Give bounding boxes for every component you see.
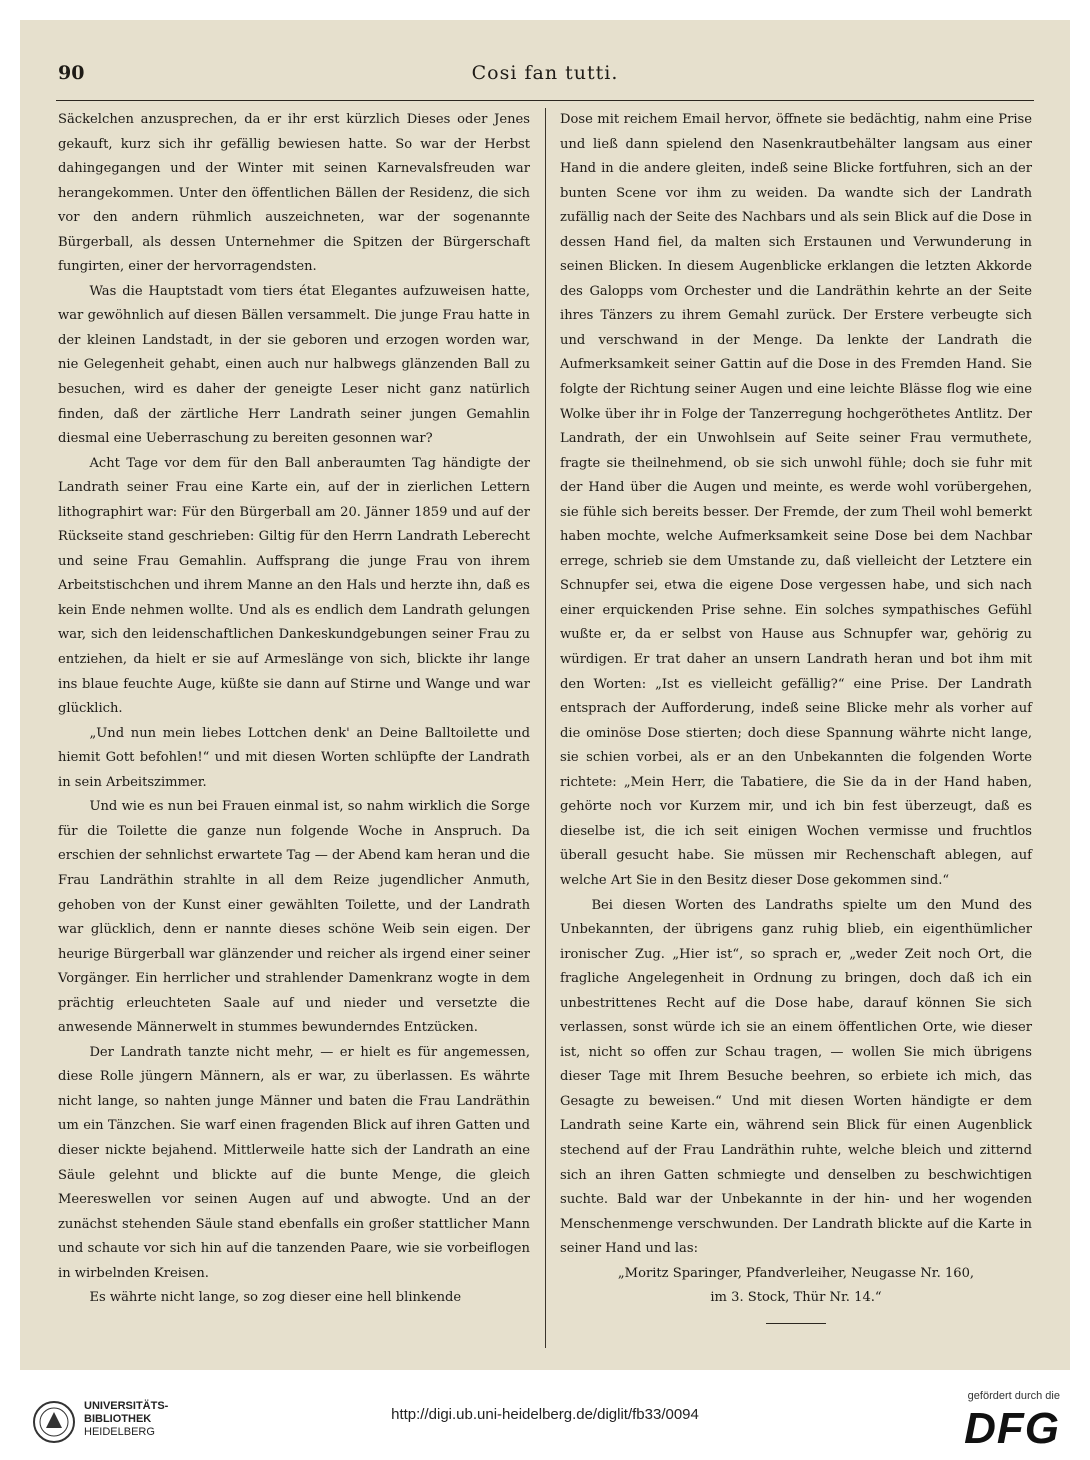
paragraph: Der Landrath tanzte nicht mehr, — er hielt es für angemessen, diese Rolle jüngern Männern, als er war, zu überlassen. Es währte nicht lange, so nahten junge Männer und baten die Frau Landräthin um ein Tänzchen. Sie warf einen fragenden Blick auf ihren Gatten und dieser nickte bejahend. Mittlerweile hatte sich der Landrath an eine Säule gelehnt und blickte auf die bunte Menge, die gleich Meereswellen vor seinen Augen auf und abwogte. Und an der zunächst stehenden Säule stand ebenfalls ein großer stattlicher Mann und schaute vor sich hin auf die tanzenden Paare, wie sie vorbeiflogen in wirbelnden Kreisen. — [58, 1044, 530, 1281]
running-title: Cosi fan tutti. — [471, 62, 619, 84]
page-header — [56, 60, 1034, 101]
paragraph: Bei diesen Worten des Landraths spielte um den Mund des Unbekannten, der übrigens ganz ruhig blieb, ein eigenthümlicher ironischer Zug. „Hier ist“, so sprach er, „weder Zeit noch Ort, die fragliche Angelegenheit in Ordnung zu bringen, doch daß ich ein unbestrittenes Recht auf die Dose habe, darauf können Sie sich verlassen, sonst würde ich sie an einem öffentlichen Orte, wie dieser ist, nicht so offen zur Schau tragen, — wollen Sie mich übrigens dieser Tage mit Ihrem Besuche beehren, so erbiete ich mich, das Gesagte zu beweisen.“ Und mit diesen Worten händigte er dem Landrath seine Karte ein, während sein Blick für einen Augenblick stechend auf der Frau Landräthin ruhte, welche bleich und zitternd sich an ihren Gatten schmiegte und denselben zu beschwichtigen suchte. Bald war der Unbekannte in der hin- und her wogenden Menschenmenge verschwunden. Der Landrath blickte auf die Karte in seiner Hand und las: — [560, 897, 1032, 1257]
paragraph: Und wie es nun bei Frauen einmal ist, so nahm wirklich die Sorge für die Toilette die ganze nun folgende Woche in Anspruch. Da erschien der sehnlichst erwartete Tag — der Abend kam heran und die Frau Landräthin strahlte in all dem Reize jugendlicher Anmuth, gehoben von der Kunst einer gewählten Toilette, und der Landrath war glücklich, denn er nannte dieses schöne Weib sein eigen. Der heurige Bürgerball war glänzender und reicher als irgend einer seiner Vorgänger. Ein herrlicher und strahlender Damenkranz wogte in dem prächtig erleuchteten Saale auf und nieder und versetzte die anwesende Männerwelt in stummes bewunderndes Entzücken. — [58, 799, 530, 1036]
institution-line: HEIDELBERG — [84, 1426, 155, 1438]
page-number: 90 — [58, 62, 85, 84]
paragraph: Es währte nicht lange, so zog dieser eine hell blinkende — [89, 1290, 462, 1306]
paragraph: Was die Hauptstadt vom tiers état Elegantes aufzuweisen hatte, war gewöhnlich auf diesen Bällen versammelt. Die junge Frau hatte in der kleinen Landstadt, in der sie geboren und erzogen worden war, nie Gelegenheit gehabt, einen auch nur halbwegs glänzenden Ball zu besuchen, wird es daher der geneigte Leser nicht ganz natürlich finden, daß der zärtliche Herr Landrath seiner jungen Gemahlin diesmal eine Ueberraschung zu bereiten gesonnen war? — [58, 283, 530, 447]
institution-line: BIBLIOTHEK — [84, 1413, 152, 1425]
dfg-logo: DFG — [964, 1404, 1060, 1453]
scanned-page — [20, 20, 1070, 1370]
paragraph: im 3. Stock, Thür Nr. 14.“ — [710, 1290, 882, 1306]
end-rule — [766, 1323, 826, 1324]
funded-by-label: gefördert durch die — [967, 1390, 1060, 1402]
institution-line: UNIVERSITÄTS- — [84, 1400, 169, 1412]
right-text-column — [560, 108, 1032, 1324]
left-text-column — [58, 108, 530, 1311]
paragraph: „Moritz Sparinger, Pfandverleiher, Neugasse Nr. 160, — [617, 1265, 975, 1281]
footer-bar — [0, 1370, 1090, 1460]
source-url-link[interactable]: http://digi.ub.uni-heidelberg.de/diglit/fb33/0094 — [391, 1406, 699, 1423]
paragraph: „Und nun mein liebes Lottchen denk' an Deine Balltoilette und hiemit Gott befohlen!“ und mit diesen Worten schlüpfte der Landrath in sein Arbeitszimmer. — [58, 725, 530, 790]
paragraph: Dose mit reichem Email hervor, öffnete sie bedächtig, nahm eine Prise und ließ dann spielend den Nasenkrautbehälter langsam aus einer Hand in die andere gleiten, indeß seine Blicke fortfuhren, sich an der bunten Scene vor ihm zu weiden. Da wandte sich der Landrath zufällig nach der Seite des Nachbars und als sein Blick auf die Dose in dessen Hand fiel, da malten sich Erstaunen und Verwunderung in seinen Blicken. In diesem Augenblicke erklangen die letzten Akkorde des Galopps vom Orchester und die Landräthin kehrte an der Seite ihres Tänzers zu ihrem Gemahl zurück. Der Erstere verbeugte sich und verschwand in der Menge. Da lenkte der Landrath die Aufmerksamkeit seiner Gattin auf die Dose in des Fremden Hand. Sie folgte der Richtung seiner Augen und eine leichte Blässe flog wie eine Wolke über ihr in Folge der Tanzerregung hochgeröthetes Antlitz. Der Landrath, der ein Unwohlsein auf Seite seiner Frau vermuthete, fragte sie theilnehmend, ob sie sich unwohl fühle; doch sie fuhr mit der Hand über die Augen und meinte, es werde wohl vorübergehen, sie fühle sich bereits besser. Der Fremde, der zum Theil wohl bemerkt haben mochte, welche Aufmerksamkeit seine Dose bei dem Nachbar errege, schrieb sie dem Umstande zu, daß vielleicht der Letztere ein Schnupfer sei, etwa die eigene Dose vergessen habe, und sich nach einer erquickenden Prise sehne. Ein solches sympathisches Gefühl wußte er, da er selbst von Hause aus Schnupfer war, gehörig zu würdigen. Er trat daher an unsern Landrath heran und bot ihm mit den Worten: „Ist es vielleicht gefällig?“ eine Prise. Der Landrath entsprach der Aufforderung, indeß seine Blicke mehr als vorher auf die ominöse Dose stierten; doch diese Spannung währte nicht lange, sie schien vorbei, als er an den Unbekannten die folgenden Worte richtete: „Mein Herr, die Tabatiere, die Sie da in der Hand haben, gehörte noch vor Kurzem mir, und ich bin fest überzeugt, daß es dieselbe ist, die ich seit einigen Wochen vermisse und fruchtlos überall gesucht habe. Sie müssen mir Rechenschaft ablegen, auf welche Art Sie in den Besitz dieser Dose gekommen sind.“ — [560, 112, 1032, 888]
paragraph: Säckelchen anzusprechen, da er ihr erst kürzlich Dieses oder Jenes gekauft, kurz sich ihr gefällig bewiesen hatte. So war der Herbst dahingegangen und der Winter mit seinen Karnevalsfreuden war herangekommen. Unter den öffentlichen Bällen der Residenz, die sich vor den andern rühmlich auszeichneten, war der sogenannte Bürgerball, als dessen Unternehmer die Spitzen der Bürgerschaft fungirten, einer der hervorragendsten. — [58, 112, 530, 275]
column-divider — [545, 108, 546, 1348]
paragraph: Acht Tage vor dem für den Ball anberaumten Tag händigte der Landrath seiner Frau eine Karte ein, auf der in zierlichen Lettern lithographirt war: Für den Bürgerball am 20. Jänner 1859 und auf der Rückseite stand geschrieben: Giltig für den Herrn Landrath Leberecht und seine Frau Gemahlin. Auffsprang die junge Frau von ihrem Arbeitstischchen und ihrem Manne an den Hals und herzte ihn, daß es kein Ende nehmen wollte. Und als es endlich dem Landrath gelungen war, sich den leidenschaftlichen Dankeskundgebungen seiner Frau zu entziehen, da hielt er sie auf Armeslänge von sich, blickte ihr lange ins blaue feuchte Auge, küßte sie dann auf Stirne und Wange und war glücklich. — [58, 455, 530, 717]
